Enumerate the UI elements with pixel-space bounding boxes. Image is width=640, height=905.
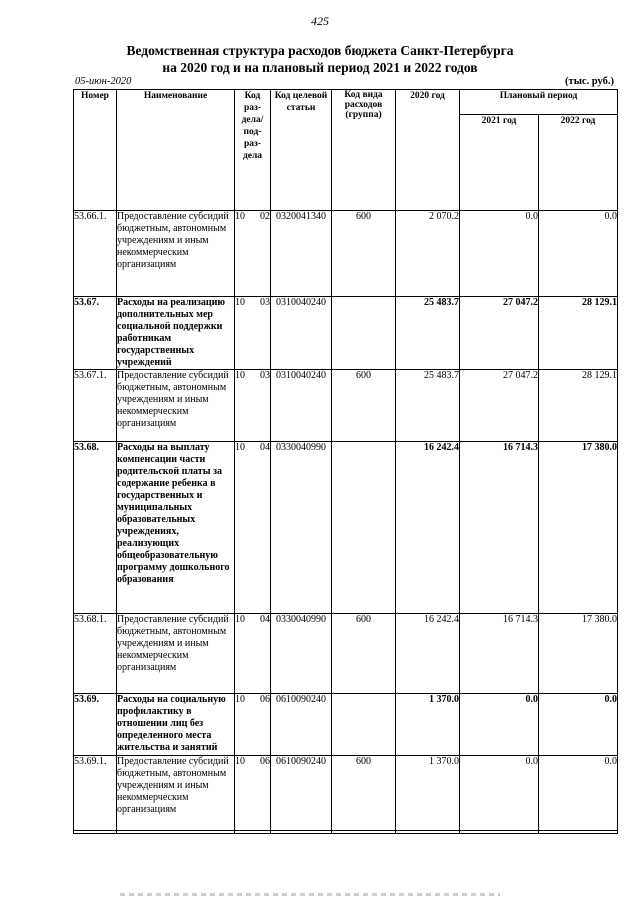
row-subsection: 06 (260, 756, 270, 767)
table-row (74, 614, 618, 694)
row-amount-2020: 16 242.4 (396, 614, 460, 694)
row-amount-2022: 0.0 (539, 756, 618, 834)
row-name: Расходы на выплату компенсации части родительской платы за содержание ребенка в государственных и муниципальных образовательных учреждениях, реализующих общеобразовательную программу дошкольного образования (117, 442, 235, 614)
row-amount-2020: 1 370.0 (396, 694, 460, 756)
row-section-code (235, 297, 271, 370)
row-target-code: 0310040240 (271, 297, 332, 370)
table-body (74, 211, 618, 834)
row-section: 10 (235, 370, 245, 381)
row-kind-code (332, 694, 396, 756)
header-2021: 2021 год (460, 115, 539, 211)
row-kind-code (332, 297, 396, 370)
row-number: 53.69.1. (74, 756, 117, 834)
row-amount-2020: 16 242.4 (396, 442, 460, 614)
header-2022: 2022 год (539, 115, 618, 211)
table-row (74, 211, 618, 297)
row-section: 10 (235, 442, 245, 453)
title-line-1: Ведомственная структура расходов бюджета Санкт-Петербурга (126, 43, 514, 58)
row-name: Предоставление субсидий бюджетным, автономным учреждениям и иным некоммерческим организациям (117, 756, 235, 834)
row-subsection: 03 (260, 297, 270, 308)
row-subsection: 02 (260, 211, 270, 222)
row-section-code (235, 370, 271, 442)
row-section-code (235, 756, 271, 834)
row-target-code: 0330040990 (271, 614, 332, 694)
row-kind-code: 600 (332, 614, 396, 694)
table-row (74, 694, 618, 756)
row-amount-2021: 0.0 (460, 756, 539, 834)
header-target-code: Код целевой статьи (271, 90, 332, 211)
row-amount-2021: 0.0 (460, 211, 539, 297)
table-row (74, 297, 618, 370)
header-name: Наименование (117, 90, 235, 211)
row-subsection: 04 (260, 614, 270, 625)
budget-table (73, 89, 618, 834)
row-kind-code: 600 (332, 370, 396, 442)
row-subsection: 03 (260, 370, 270, 381)
table-header (74, 90, 618, 211)
row-name: Расходы на реализацию дополнительных мер социальной поддержки работникам государственных учреждений (117, 297, 235, 370)
row-kind-code: 600 (332, 756, 396, 834)
row-amount-2021: 27 047.2 (460, 297, 539, 370)
row-amount-2022: 28 129.1 (539, 370, 618, 442)
header-number: Номер (74, 90, 117, 211)
row-amount-2020: 1 370.0 (396, 756, 460, 834)
row-kind-code: 600 (332, 211, 396, 297)
row-target-code: 0330040990 (271, 442, 332, 614)
row-number: 53.69. (74, 694, 117, 756)
row-amount-2020: 25 483.7 (396, 297, 460, 370)
row-kind-code (332, 442, 396, 614)
row-section: 10 (235, 297, 245, 308)
document-title (0, 42, 640, 76)
row-name: Предоставление субсидий бюджетным, автономным учреждениям и иным некоммерческим организациям (117, 211, 235, 297)
page-number: 425 (311, 14, 329, 28)
row-section: 10 (235, 211, 245, 222)
row-amount-2021: 16 714.3 (460, 442, 539, 614)
header-2020: 2020 год (396, 90, 460, 211)
row-number: 53.67. (74, 297, 117, 370)
row-number: 53.66.1. (74, 211, 117, 297)
row-amount-2020: 2 070.2 (396, 211, 460, 297)
row-number: 53.67.1. (74, 370, 117, 442)
header-section-code: Код раз- дела/ под- раз- дела (235, 90, 271, 211)
row-amount-2021: 27 047.2 (460, 370, 539, 442)
row-number: 53.68. (74, 442, 117, 614)
row-target-code: 0320041340 (271, 211, 332, 297)
units-label: (тыс. руб.) (565, 76, 614, 87)
row-amount-2022: 28 129.1 (539, 297, 618, 370)
row-name: Предоставление субсидий бюджетным, автономным учреждениям и иным некоммерческим организациям (117, 614, 235, 694)
row-section-code (235, 614, 271, 694)
footer-scan-mark (120, 893, 500, 896)
row-section-code (235, 694, 271, 756)
header-planned-period: Плановый период (460, 90, 618, 115)
row-amount-2022: 17 380.0 (539, 442, 618, 614)
row-target-code: 0610090240 (271, 756, 332, 834)
row-amount-2020: 25 483.7 (396, 370, 460, 442)
row-amount-2022: 17 380.0 (539, 614, 618, 694)
table-row (74, 442, 618, 614)
row-section: 10 (235, 694, 245, 705)
row-target-code: 0310040240 (271, 370, 332, 442)
row-section-code (235, 442, 271, 614)
row-amount-2021: 0.0 (460, 694, 539, 756)
row-subsection: 06 (260, 694, 270, 705)
row-name: Предоставление субсидий бюджетным, автономным учреждениям и иным некоммерческим организациям (117, 370, 235, 442)
row-amount-2022: 0.0 (539, 694, 618, 756)
title-line-2: на 2020 год и на плановый период 2021 и 2022 годов (162, 60, 478, 75)
row-target-code: 0610090240 (271, 694, 332, 756)
row-amount-2021: 16 714.3 (460, 614, 539, 694)
row-subsection: 04 (260, 442, 270, 453)
row-section-code (235, 211, 271, 297)
row-name: Расходы на социальную профилактику в отношении лиц без определенного места жительства и занятий (117, 694, 235, 756)
row-number: 53.68.1. (74, 614, 117, 694)
header-kind-code: Код вида расходов (группа) (332, 90, 396, 211)
report-date: 05-июн-2020 (75, 76, 132, 87)
row-section: 10 (235, 756, 245, 767)
table-row (74, 756, 618, 834)
table-bottom-rule (73, 830, 617, 831)
table-row (74, 370, 618, 442)
row-section: 10 (235, 614, 245, 625)
row-amount-2022: 0.0 (539, 211, 618, 297)
